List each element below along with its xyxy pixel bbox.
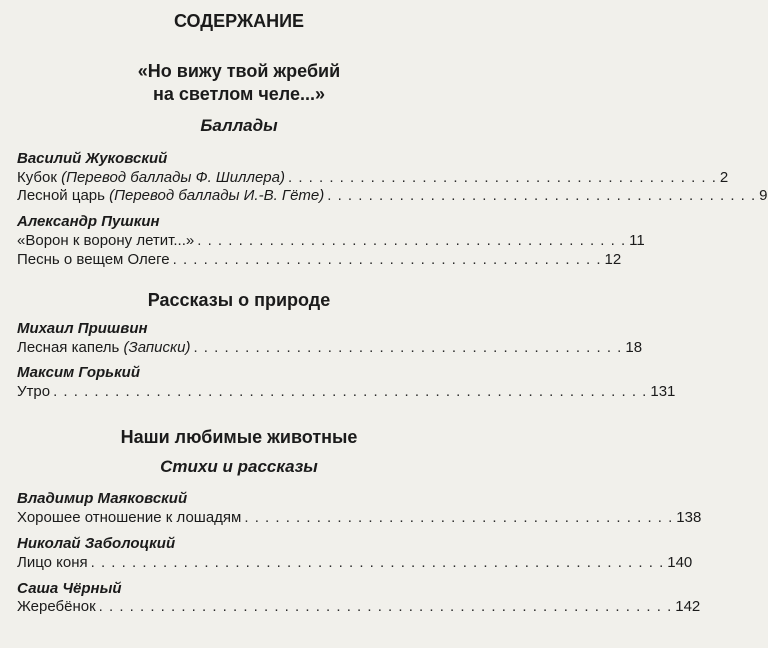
entry-note: (Перевод баллады И.-В. Гёте) bbox=[109, 187, 325, 204]
section-heading-nature: Рассказы о природе bbox=[147, 290, 331, 310]
page-number: 9 bbox=[759, 187, 768, 204]
leader-dots: . . . . . . . . . . . . . . . . . . . . . . . . . . . . . . . . . . . . . . . . . . . . . . . . . . . . . . . . bbox=[90, 554, 665, 571]
entry-title: Лицо коня bbox=[17, 554, 88, 571]
leader-dots: . . . . . . . . . . . . . . . . . . . . . . . . . . . . . . . . . . . . . . . . . . bbox=[172, 251, 602, 268]
toc-entry-litso-konya[interactable] bbox=[17, 554, 693, 572]
toc-entry-utro[interactable] bbox=[17, 383, 676, 401]
page-number: 11 bbox=[629, 232, 645, 249]
page-number: 18 bbox=[625, 339, 643, 356]
author-pushkin: Александр Пушкин bbox=[17, 213, 160, 230]
leader-dots: . . . . . . . . . . . . . . . . . . . . . . . . . . . . . . . . . . . . . . . . . . bbox=[197, 232, 627, 249]
entry-title: Песнь о вещем Олеге bbox=[17, 251, 170, 268]
page-number: 12 bbox=[604, 251, 622, 268]
leader-dots: . . . . . . . . . . . . . . . . . . . . . . . . . . . . . . . . . . . . . . . . . . . . . . . . . . . . . . . . bbox=[98, 598, 673, 615]
entry-title: Лесной царь (Перевод баллады И.-В. Гёте) bbox=[17, 187, 325, 204]
section-heading-animals: Наши любимые животные bbox=[120, 427, 358, 447]
section-heading-ballads: Баллады bbox=[200, 116, 278, 135]
entry-note: (Записки) bbox=[123, 339, 191, 356]
entry-title: Хорошее отношение к лошадям bbox=[17, 509, 242, 526]
author-zhukovsky: Василий Жуковский bbox=[17, 150, 168, 167]
toc-entry-kubok[interactable] bbox=[17, 169, 729, 187]
section-subheading-poems-stories: Стихи и рассказы bbox=[160, 457, 318, 476]
entry-title: Лесная капель (Записки) bbox=[17, 339, 191, 356]
entry-title: Утро bbox=[17, 383, 51, 400]
toc-entry-lesnoy-tsar[interactable] bbox=[17, 187, 768, 205]
page-number: 138 bbox=[676, 509, 702, 526]
toc-entry-pesn-oleg[interactable] bbox=[17, 251, 622, 269]
entry-title: Жеребёнок bbox=[17, 598, 96, 615]
page-number: 2 bbox=[719, 169, 729, 186]
toc-entry-khoroshee-otnoshenie[interactable] bbox=[17, 509, 702, 527]
leader-dots: . . . . . . . . . . . . . . . . . . . . . . . . . . . . . . . . . . . . . . . . . . bbox=[244, 509, 674, 526]
author-cherny: Саша Чёрный bbox=[17, 580, 122, 597]
leader-dots: . . . . . . . . . . . . . . . . . . . . . . . . . . . . . . . . . . . . . . . . . . bbox=[327, 187, 757, 204]
entry-title: «Ворон к ворону летит...» bbox=[17, 232, 195, 249]
toc-entry-zherebyonok[interactable] bbox=[17, 598, 701, 616]
part-title-line-2: на светлом челе...» bbox=[152, 84, 326, 104]
leader-dots: . . . . . . . . . . . . . . . . . . . . . . . . . . . . . . . . . . . . . . . . . . . . . . . . . . . . . . . . . . bbox=[53, 383, 648, 400]
page-title: СОДЕРЖАНИЕ bbox=[173, 11, 305, 31]
author-prishvin: Михаил Пришвин bbox=[17, 320, 148, 337]
page-number: 140 bbox=[667, 554, 693, 571]
leader-dots: . . . . . . . . . . . . . . . . . . . . . . . . . . . . . . . . . . . . . . . . . . bbox=[193, 339, 623, 356]
part-title-line-1: «Но вижу твой жребий bbox=[137, 61, 341, 81]
page-number: 142 bbox=[675, 598, 701, 615]
toc-entry-voron[interactable] bbox=[17, 232, 645, 250]
entry-note: (Перевод баллады Ф. Шиллера) bbox=[61, 169, 285, 186]
leader-dots: . . . . . . . . . . . . . . . . . . . . . . . . . . . . . . . . . . . . . . . . . . bbox=[288, 169, 717, 186]
entry-title: Кубок (Перевод баллады Ф. Шиллера) bbox=[17, 169, 285, 186]
toc-entry-lesnaya-kapel[interactable] bbox=[17, 339, 643, 357]
author-gorky: Максим Горький bbox=[17, 364, 141, 381]
author-zabolotsky: Николай Заболоцкий bbox=[17, 535, 176, 552]
page-number: 131 bbox=[650, 383, 676, 400]
author-mayakovsky: Владимир Маяковский bbox=[17, 490, 188, 507]
